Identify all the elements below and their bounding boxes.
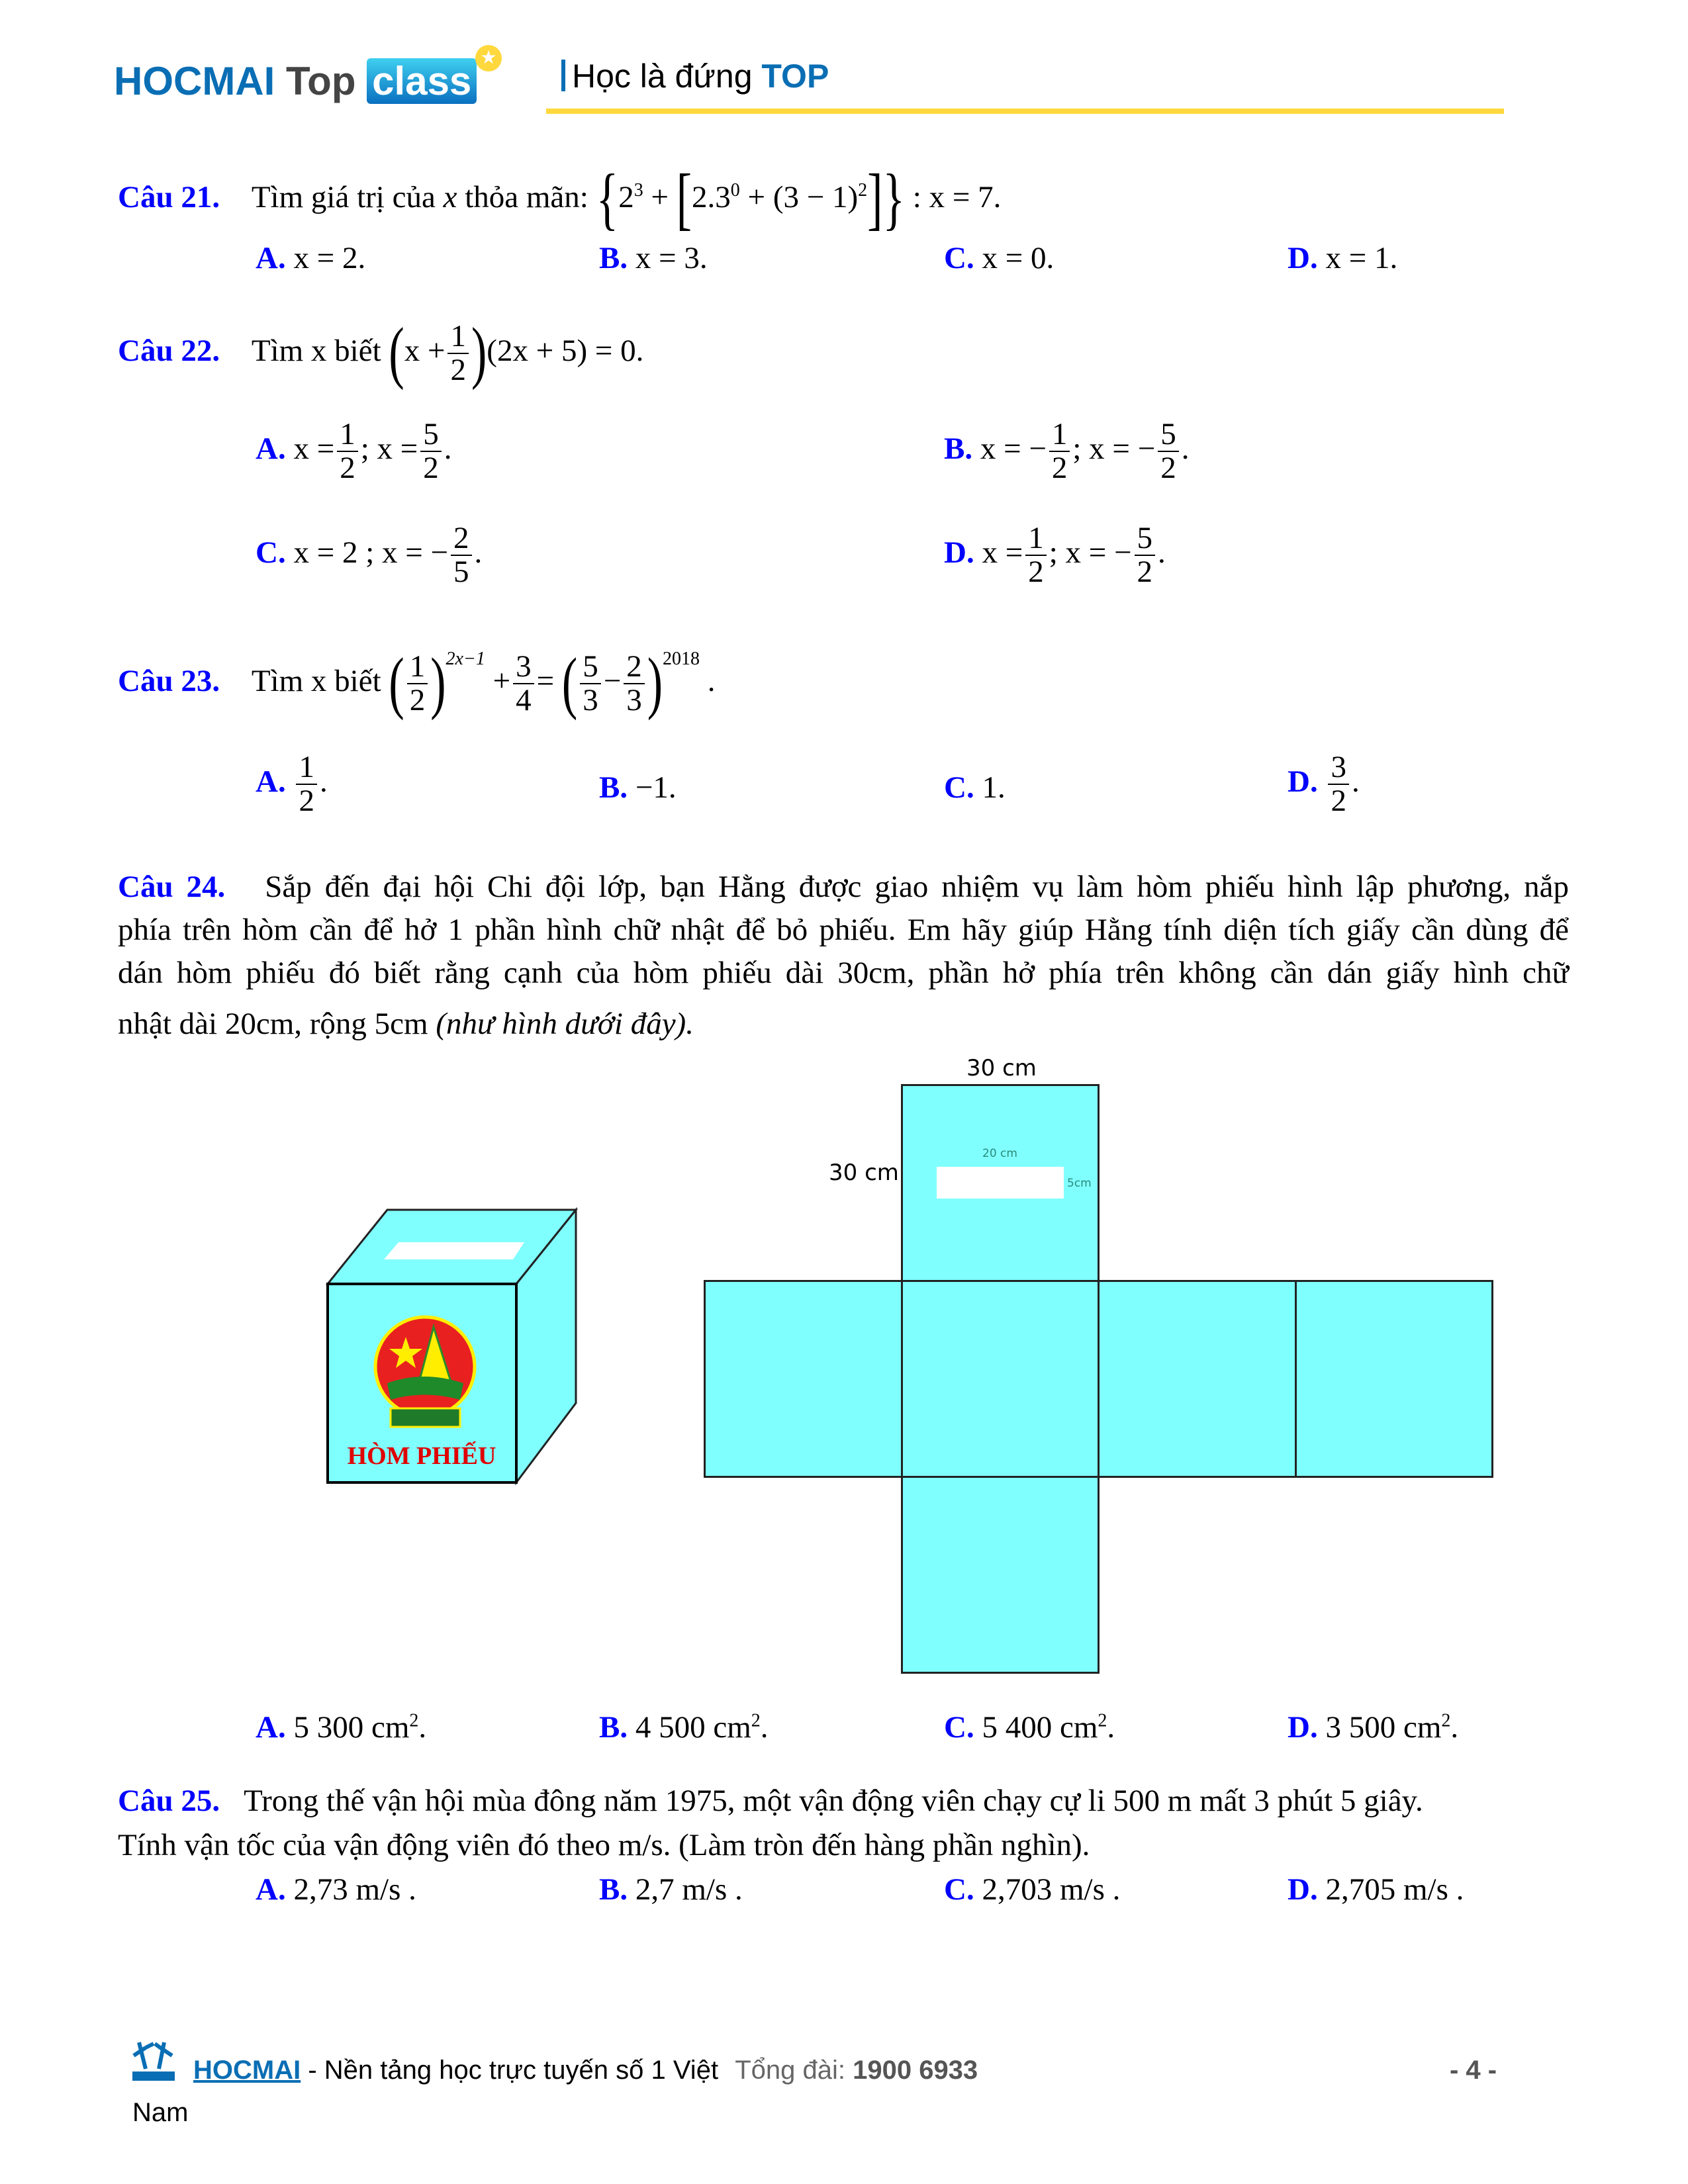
denominator: 2: [340, 451, 355, 486]
option-value: x = 1.: [1325, 241, 1398, 275]
q21-b: 2.3: [692, 179, 731, 214]
q21-var: x: [443, 179, 457, 214]
q24-option-a[interactable]: [256, 1709, 426, 1745]
q21-c: (3 − 1): [773, 179, 859, 214]
q21-tail: : x = 7.: [912, 179, 1002, 214]
denominator: 2: [409, 683, 426, 718]
option-part: x =: [982, 535, 1023, 570]
slot-length-label: 20 cm: [982, 1147, 1017, 1160]
option-letter: A.: [256, 241, 286, 275]
option-part: x = −: [980, 432, 1047, 467]
minus: −: [603, 664, 622, 698]
numerator: 1: [296, 751, 317, 785]
option-letter: D.: [1288, 241, 1318, 275]
numerator: 5: [1158, 418, 1179, 452]
numerator: 3: [513, 651, 534, 684]
numerator: 2: [624, 651, 645, 684]
option-letter: C.: [944, 1872, 974, 1907]
youth-emblem-icon: [375, 1317, 475, 1427]
denominator: 3: [583, 683, 598, 718]
q24-note: (như hình dưới đây).: [436, 1007, 694, 1041]
fraction: [447, 320, 469, 387]
option-part: .: [319, 764, 328, 799]
q22-option-c[interactable]: [256, 522, 482, 589]
net-bottom-face: [901, 1476, 1100, 1674]
option-value: 2,73 m/s .: [293, 1872, 416, 1907]
option-part: ; x =: [360, 432, 418, 467]
equals: =: [536, 664, 555, 698]
exponent: 2018: [663, 649, 700, 669]
fraction: [513, 651, 534, 717]
q25-text: Trong thế vận hội mùa đông năm 1975, một vận động viên chạy cự li 500 m mất 3 phút 5 giây.: [244, 1784, 1423, 1818]
q21-option-a[interactable]: [256, 240, 365, 276]
q24-option-c[interactable]: [944, 1709, 1115, 1745]
q23-label: Câu 23.: [118, 664, 220, 698]
denominator: 2: [1331, 784, 1346, 819]
fraction: [1049, 418, 1070, 485]
option-letter: A.: [256, 764, 286, 799]
option-letter: A.: [256, 1710, 286, 1745]
option-letter: D.: [1288, 1872, 1318, 1907]
exponent: 2x−1: [445, 649, 485, 669]
q24-option-d[interactable]: [1288, 1709, 1458, 1745]
side-dimension-label: 30 cm: [829, 1160, 899, 1186]
logo: [114, 58, 477, 104]
hocmai-logo-icon: [131, 2040, 177, 2082]
star-badge-icon: ★: [475, 45, 502, 71]
footer-tagline-cont: Nam: [132, 2098, 189, 2127]
footer-line: [193, 2056, 978, 2085]
q24-line: [118, 1003, 1569, 1046]
option-letter: B.: [599, 241, 628, 275]
q21-a-exp: 3: [633, 180, 643, 201]
denominator: 2: [450, 353, 466, 388]
fraction: [337, 418, 358, 485]
q25-option-d[interactable]: [1288, 1872, 1464, 1907]
option-value: x = 3.: [635, 241, 708, 275]
top-dimension-label: 30 cm: [966, 1055, 1037, 1081]
option-value: 2,7 m/s .: [635, 1872, 743, 1907]
plus: +: [492, 664, 511, 698]
denominator: 4: [516, 683, 532, 718]
q23-text: Tìm x biết: [251, 664, 381, 698]
numerator: 1: [407, 651, 428, 684]
q25-option-a[interactable]: [256, 1872, 416, 1907]
fraction: [1025, 522, 1047, 589]
option-part: ; x = −: [1049, 535, 1132, 570]
fraction: [420, 418, 442, 485]
option-value: 3 500 cm: [1325, 1710, 1442, 1745]
numerator: 5: [1135, 522, 1156, 556]
net-left-face: [704, 1280, 903, 1478]
denominator: 2: [1137, 555, 1153, 590]
logo-class: class: [367, 58, 477, 104]
option-letter: B.: [599, 770, 628, 805]
logo-top: Top: [285, 59, 356, 103]
q21-plus: +: [651, 179, 669, 214]
option-value: −1.: [635, 770, 677, 805]
option-part: ; x = −: [1072, 432, 1156, 467]
numerator: 1: [447, 320, 469, 354]
fraction: [580, 651, 601, 717]
q22-label: Câu 22.: [118, 334, 220, 369]
q23-option-a[interactable]: [256, 751, 328, 818]
numerator: 3: [1328, 751, 1349, 785]
option-letter: D.: [944, 535, 974, 570]
q22-option-d[interactable]: [944, 522, 1166, 589]
net-back-face: [1295, 1280, 1493, 1478]
q25-line-2: Tính vận tốc của vận động viên đó theo m/s. (Làm tròn đến hàng phần nghìn).: [118, 1828, 1090, 1862]
denominator: 3: [626, 683, 642, 718]
q22-stem: Câu 22. Tìm x biết (x + $\frac{1}{2}$ )(2x + 5) = 0.: [118, 314, 644, 392]
fraction: [407, 651, 428, 717]
q21-option-b[interactable]: [599, 240, 708, 276]
denominator: 2: [299, 784, 314, 819]
option-letter: C.: [944, 1710, 974, 1745]
numerator: 5: [580, 651, 601, 684]
q22-pre: x +: [404, 334, 445, 369]
option-value: 5 400 cm: [982, 1710, 1098, 1745]
footer-tagline: - Nền tảng học trực tuyến số 1 Việt: [308, 2056, 719, 2085]
exponent: 2: [1441, 1710, 1451, 1731]
box-label: HÒM PHIẾU: [347, 1442, 496, 1470]
fraction: [624, 651, 645, 717]
numerator: 1: [337, 418, 358, 452]
option-part: x =: [293, 432, 335, 467]
page-number: - 4 -: [1450, 2056, 1497, 2085]
header-underline: [546, 109, 1504, 114]
option-value: 4 500 cm: [635, 1710, 751, 1745]
q21-option-d[interactable]: [1288, 240, 1397, 276]
option-value: x = 2.: [293, 241, 366, 275]
net-slot: [937, 1167, 1064, 1199]
q23-option-c[interactable]: [944, 770, 1006, 805]
net-right-face: [1098, 1280, 1297, 1478]
hotline-number: 1900 6933: [853, 2056, 978, 2085]
denominator: 2: [1028, 555, 1044, 590]
q22-option-a[interactable]: [256, 418, 452, 485]
q21-text: Tìm giá trị của: [251, 179, 436, 214]
exponent: 2: [751, 1710, 761, 1731]
option-part: .: [444, 432, 452, 467]
slot-width-label: 5cm: [1067, 1177, 1092, 1190]
slogan: [561, 57, 829, 95]
q24-line: phía trên hòm cần để hở 1 phần hình chữ nhật để bỏ phiếu. Em hãy giúp Hằng tính diện tích giấy cần dùng để: [118, 913, 1569, 947]
hocmai-link[interactable]: HOCMAI: [193, 2056, 301, 2085]
option-value: x = 0.: [982, 241, 1055, 275]
q25-label: Câu 25.: [118, 1784, 220, 1818]
option-value: 2,703 m/s .: [982, 1872, 1121, 1907]
denominator: 5: [453, 555, 469, 590]
option-value: 5 300 cm: [293, 1710, 410, 1745]
fraction: [296, 751, 317, 818]
q21-stem: Câu 21. Tìm giá trị của x thỏa mãn: $\{2^3 + [2.3^0 + (3 - 1)^2]\}$ : x = 7.: [118, 161, 1002, 238]
logo-hocmai: HOCMAI: [114, 59, 275, 103]
fraction: [1328, 751, 1349, 818]
q25-line-1: [118, 1783, 1423, 1819]
numerator: 1: [1025, 522, 1047, 556]
option-part: .: [474, 535, 483, 570]
ballot-box-3d: [318, 1198, 583, 1489]
q25-option-c[interactable]: [944, 1872, 1120, 1907]
option-letter: C.: [944, 241, 974, 275]
option-letter: A.: [256, 432, 286, 467]
fraction: [1135, 522, 1156, 589]
q21-plus2: +: [747, 179, 766, 214]
fraction: [1158, 418, 1179, 485]
numerator: 2: [451, 522, 472, 556]
q25-option-b[interactable]: [599, 1872, 743, 1907]
exponent: 2: [1098, 1710, 1107, 1731]
option-letter: B.: [599, 1710, 628, 1745]
q21-text2: thỏa mãn:: [465, 179, 588, 214]
hotline-label: Tổng đài:: [735, 2056, 845, 2085]
q21-c-exp: 2: [858, 180, 868, 201]
option-letter: C.: [256, 535, 286, 570]
q21-a: 2: [618, 179, 634, 214]
option-part: .: [1450, 1710, 1459, 1745]
q24-line: dán hòm phiếu đó biết rằng cạnh của hòm phiếu dài 30cm, phần hở phía trên không cần dán giấy hình chữ: [118, 956, 1569, 990]
option-part: .: [760, 1710, 769, 1745]
q24-paragraph: [118, 866, 1569, 1046]
option-letter: A.: [256, 1872, 286, 1907]
numerator: 5: [420, 418, 442, 452]
denominator: 2: [1160, 451, 1176, 486]
period: .: [707, 664, 716, 698]
q24-option-b[interactable]: [599, 1709, 769, 1745]
q24-text: nhật dài 20cm, rộng 5cm: [118, 1007, 428, 1041]
option-part: .: [1351, 764, 1360, 799]
q22-option-b[interactable]: [944, 418, 1189, 485]
option-letter: D.: [1288, 1710, 1318, 1745]
q22-text: Tìm x biết: [251, 334, 381, 369]
q23-stem: Câu 23. Tìm x biết ( $\frac{1}{2}$ )$^{2x-1}$ + $\frac{3}{4}$ = ( $\frac{5}{3}$ − $\frac{2}{3}$ )$^{2018}$ .: [118, 645, 716, 722]
denominator: 2: [423, 451, 439, 486]
slogan-bold: TOP: [761, 58, 829, 95]
option-part: .: [1181, 432, 1190, 467]
q24-line: [118, 866, 1569, 909]
fraction: [451, 522, 472, 589]
option-value: 1.: [982, 770, 1006, 805]
ballot-slot: [384, 1242, 524, 1259]
option-part: .: [1107, 1710, 1115, 1745]
net-front-face: [901, 1280, 1100, 1478]
option-letter: B.: [599, 1872, 628, 1907]
option-part: .: [418, 1710, 427, 1745]
option-letter: B.: [944, 432, 973, 467]
q21-label: Câu 21.: [118, 179, 220, 214]
q23-option-b[interactable]: [599, 770, 677, 805]
exponent: 2: [409, 1710, 419, 1731]
q23-option-d[interactable]: [1288, 751, 1360, 818]
q21-option-c[interactable]: [944, 240, 1054, 276]
divider: [561, 60, 565, 91]
numerator: 1: [1049, 418, 1070, 452]
denominator: 2: [1051, 451, 1068, 486]
slogan-text: Học là đứng: [572, 58, 753, 95]
option-letter: D.: [1288, 764, 1318, 799]
q21-b-exp: 0: [730, 180, 740, 201]
option-letter: C.: [944, 770, 974, 805]
q24-text: Sắp đến đại hội Chi đội lớp, bạn Hằng được giao nhiệm vụ làm hòm phiếu hình lập phương, nắp: [265, 870, 1569, 904]
q24-label: Câu 24.: [118, 870, 226, 904]
option-part: .: [1158, 535, 1166, 570]
q22-post: (2x + 5) = 0.: [487, 334, 644, 369]
option-part: x = 2 ; x = −: [293, 535, 449, 570]
option-value: 2,705 m/s .: [1325, 1872, 1464, 1907]
